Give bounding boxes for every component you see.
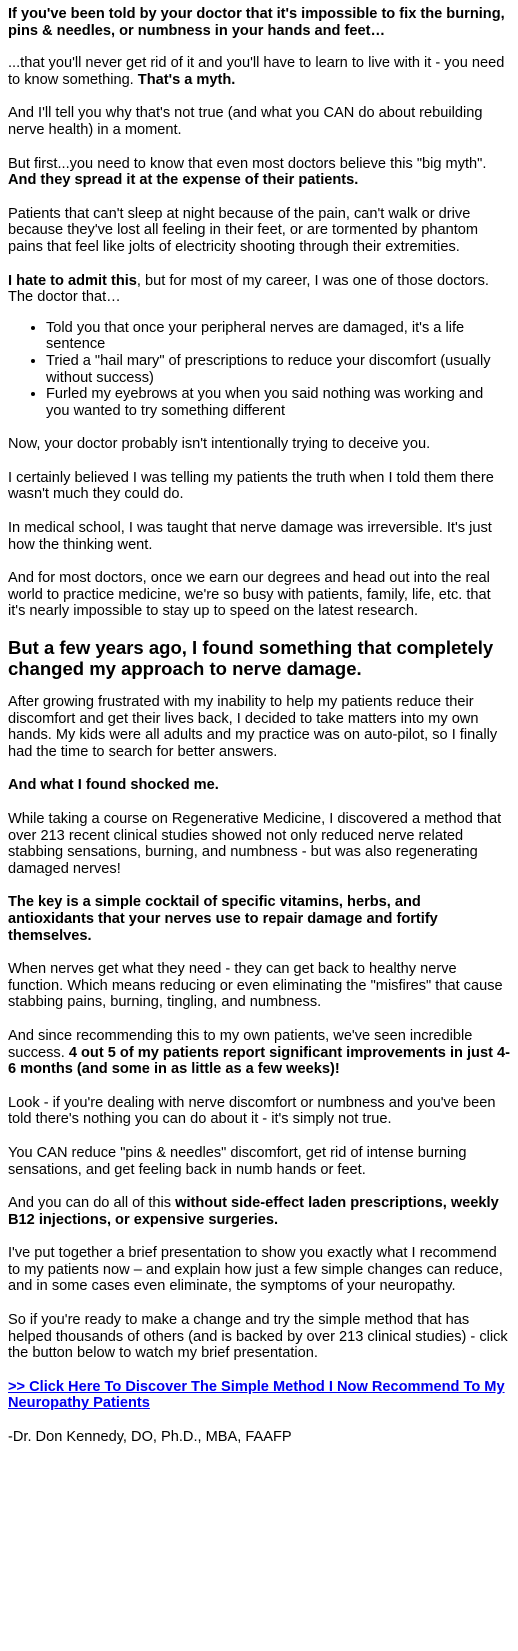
paragraph-frustrated-text: After growing frustrated with my inability to help my patients reduce their discomfort and get their lives back, I decided to take matters into my own hands. My kids were all adults and my practice was on auto-pilot, so I finally had the time to search for better answers. [8,694,498,760]
paragraph-without [8,1195,510,1228]
paragraph-admit-bold: I hate to admit this [8,272,137,289]
paragraph-key-bold: The key is a simple cocktail of specific vitamins, herbs, and antioxidants that your nerves use to repair damage and fortify themselves. [8,894,438,944]
paragraph-presentation-text: I've put together a brief presentation to show you exactly what I recommend to my patients now – and explain how just a few simple changes can reduce, and in some cases even eliminate, the symptoms of your neuropathy. [8,1245,503,1295]
paragraph-ready-text: So if you're ready to make a change and try the simple method that has helped thousands of others (and is backed by over 213 clinical studies) - click the button below to watch my brief presentation. [8,1312,508,1362]
paragraph-myth-bold: That's a myth. [137,71,236,88]
paragraph-deceive-text: Now, your doctor probably isn't intentionally trying to deceive you. [8,436,431,453]
signature-text: -Dr. Don Kennedy, DO, Ph.D., MBA, FAAFP [8,1429,292,1446]
paragraph-nerves-text: When nerves get what they need - they can get back to healthy nerve function. Which means reducing or even eliminating the "misfires" that cause stabbing pains, burning, tingling, and numbness. [8,961,503,1011]
paragraph-without-text: And you can do all of this [8,1195,176,1212]
paragraph-look-text: Look - if you're dealing with nerve discomfort or numbness and you've been told there's nothing you can do about it - it's simply not true. [8,1094,496,1128]
paragraph-admit [8,273,510,306]
paragraph-busy-text: And for most doctors, once we earn our degrees and head out into the real world to practice medicine, we're so busy with patients, family, life, etc. that it's nearly impossible to stay up to speed on the latest research. [8,570,491,620]
paragraph-patients-text: Patients that can't sleep at night because of the pain, can't walk or drive because they've lost all feeling in their feet, or are tormented by phantom pains that feel like jolts of electricity shooting through their extremities. [8,205,479,255]
list-item: • Furled my eyebrows at you when you said nothing was working and you wanted to try something different [46,386,510,419]
paragraph-patients [8,206,510,256]
paragraph-shocked [8,777,510,794]
paragraph-course [8,811,510,877]
paragraph-med-school [8,520,510,553]
paragraph-can-reduce [8,1145,510,1178]
paragraph-myth [8,55,510,88]
paragraph-believed [8,470,510,503]
paragraph-without-bold: without side-effect laden prescriptions, weekly B12 injections, or expensive surgeries. [8,1195,499,1228]
doctor-behaviors-list [8,320,510,420]
list-item: • Told you that once your peripheral nerves are damaged, it's a life sentence [46,320,510,353]
paragraph-success-bold: 4 out 5 of my patients report significant improvements in just 4-6 months (and some in as little as a few weeks)! [8,1044,510,1078]
paragraph-presentation [8,1245,510,1295]
paragraph-big-myth-text: But first...you need to know that even most doctors believe this "big myth". [8,155,487,172]
paragraph-ready [8,1312,510,1362]
paragraph-admit-text: , but for most of my career, I was one of those doctors. The doctor that… [8,272,489,306]
paragraph-busy [8,570,510,620]
paragraph-nerves [8,961,510,1011]
signature [8,1429,510,1446]
cta-paragraph [8,1379,510,1412]
paragraph-myth-text: ...that you'll never get rid of it and you'll have to learn to live with it - you need to know something. [8,55,505,88]
paragraph-big-myth-bold: And they spread it at the expense of their patients. [8,172,359,189]
paragraph-success [8,1028,510,1078]
paragraph-believed-text: I certainly believed I was telling my patients the truth when I told them there wasn't much they could do. [8,469,494,503]
paragraph-can-reduce-text: You CAN reduce "pins & needles" discomfort, get rid of intense burning sensations, and get feeling back in numb hands or feet. [8,1144,467,1178]
paragraph-course-text: While taking a course on Regenerative Medicine, I discovered a method that over 213 recent clinical studies showed not only reduced nerve related stabbing sensations, burning, and numbness - but was also regenerating damaged nerves! [8,811,502,877]
paragraph-shocked-bold: And what I found shocked me. [8,777,219,794]
paragraph-look [8,1095,510,1128]
subheading: But a few years ago, I found something that completely changed my approach to nerve damage. [8,637,494,680]
paragraph-key [8,894,510,944]
intro-heading [8,6,510,39]
paragraph-success-text: And since recommending this to my own patients, we've seen incredible success. [8,1027,473,1061]
paragraph-explain-text: And I'll tell you why that's not true (and what you CAN do about rebuilding nerve health) in a moment. [8,105,483,138]
paragraph-big-myth [8,156,510,189]
paragraph-med-school-text: In medical school, I was taught that nerve damage was irreversible. It's just how the thinking went. [8,520,492,553]
cta-link[interactable]: >> Click Here To Discover The Simple Method I Now Recommend To My Neuropathy Patients [8,1378,505,1412]
paragraph-explain [8,105,510,138]
paragraph-deceive [8,436,510,453]
list-item: • Tried a "hail mary" of prescriptions to reduce your discomfort (usually without success) [46,353,510,386]
paragraph-frustrated [8,694,510,760]
intro-heading-text: If you've been told by your doctor that it's impossible to fix the burning, pins & needles, or numbness in your hands and feet… [8,6,505,39]
